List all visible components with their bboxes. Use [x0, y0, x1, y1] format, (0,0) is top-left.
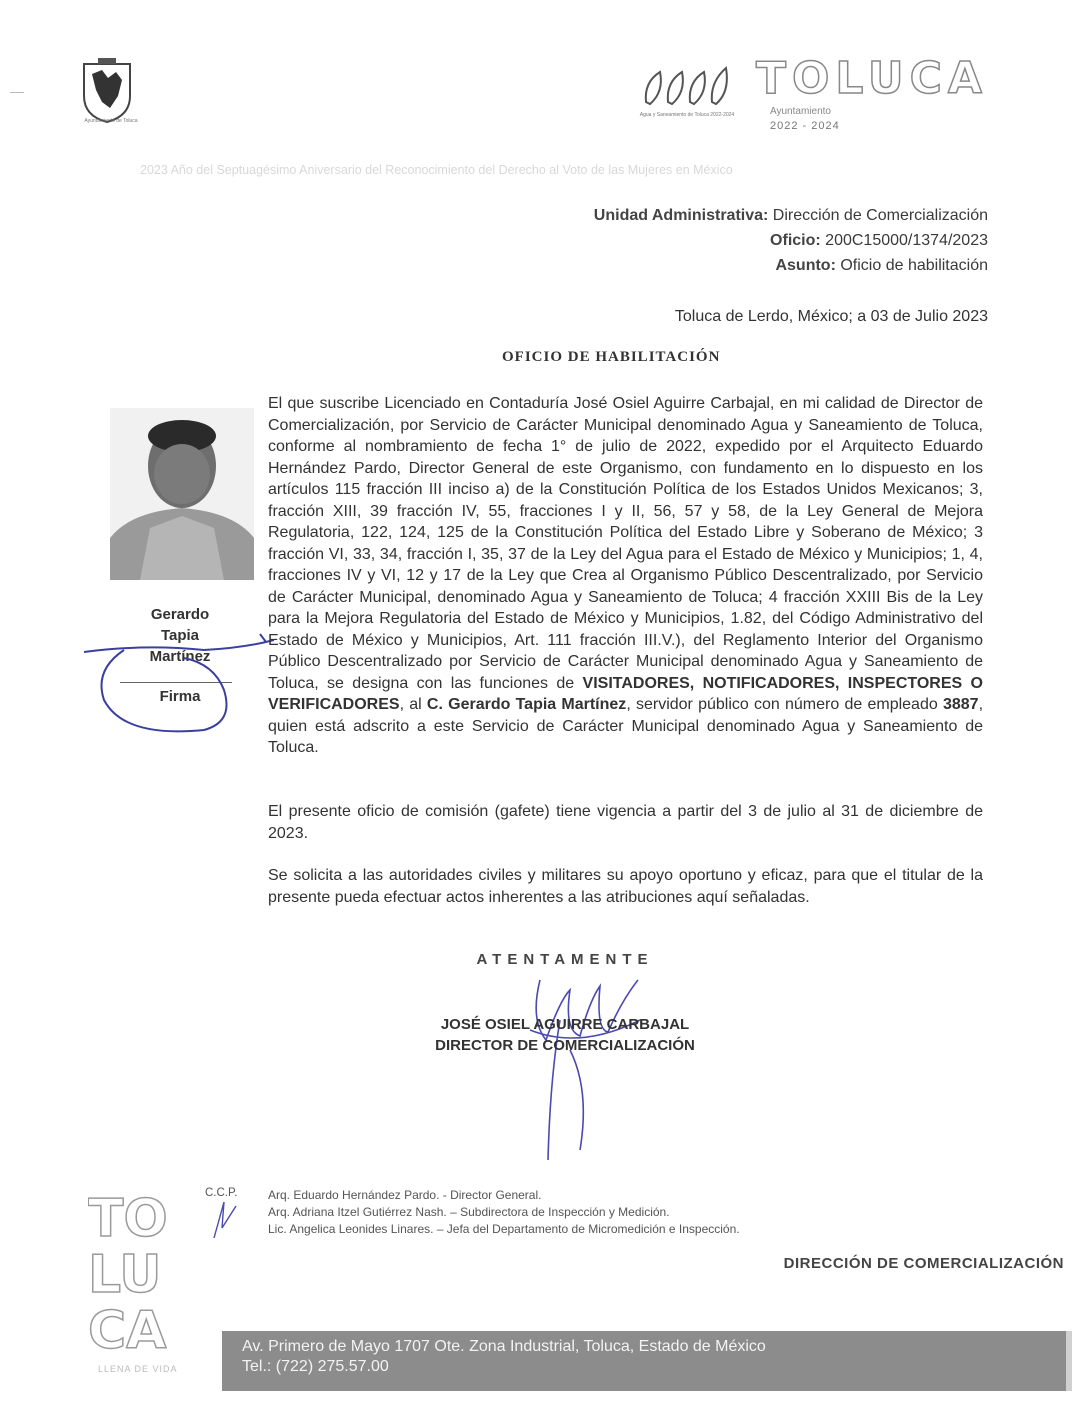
ccp-label: C.C.P.: [205, 1187, 238, 1199]
unidad-value: Dirección de Comercialización: [772, 207, 988, 224]
footer-phone: Tel.: (722) 275.57.00: [242, 1358, 389, 1375]
ayuntamiento-label: Ayuntamiento: [770, 106, 831, 117]
oficio-number: [770, 231, 988, 251]
document-date: Toluca de Lerdo, México; a 03 de Julio 2023: [674, 308, 988, 325]
svg-text:LU: LU: [88, 1245, 162, 1305]
official-motto: 2023 Año del Septuagésimo Aniversario del Reconocimiento del Derecho al Voto de las Mujeres en México: [140, 163, 733, 177]
ccp-item: Arq. Adriana Itzel Gutiérrez Nash. – Subdirectora de Inspección y Medición.: [268, 1205, 670, 1219]
scan-mark: [10, 92, 24, 93]
p1-connector: , al: [399, 696, 422, 713]
employee-photo: [110, 408, 254, 580]
p1-roles: VISITADORES, NOTIFICADORES, INSPECTORES O VERIFICADORES: [268, 674, 983, 713]
asunto: [775, 256, 988, 276]
signer-name: JOSÉ OSIEL AGUIRRE CARBAJAL: [440, 1016, 690, 1033]
oficio-label: Oficio:: [770, 232, 821, 249]
crest-caption: Ayuntamiento de Toluca: [84, 118, 138, 124]
binder-edge: [1066, 1331, 1072, 1391]
toluca-vertical-logo: [88, 1188, 198, 1363]
p1-connector-2: , servidor público con número de empleado: [626, 696, 938, 713]
asunto-label: Asunto:: [775, 257, 836, 274]
employee-middle-name: Tapia: [160, 627, 200, 644]
footer-address: Av. Primero de Mayo 1707 Ote. Zona Industrial, Toluca, Estado de México: [242, 1338, 766, 1355]
employee-first-name: Gerardo: [150, 606, 210, 623]
p1-intro: El que suscribe Licenciado en Contaduría José Osiel Aguirre Carbajal, en mi calidad de Director de Comercialización, por Servicio de Carácter Municipal denominado Agua y Saneamiento de Toluca, conforme al nombramiento de fecha 1° de julio de 2022, expedido por el Arquitecto Eduardo Hernández Pardo, Director General de este Organismo, con fundamento en lo dispuesto en los artículos 115 fracción III inciso a) de la Constitución Política de los Estados Unidos Mexicanos; 3, fracción XIII, 39 fracción IV, 55, fracciones I y II, 56, 57 y 58, de la Ley General de Mejora Regulatoria, 122, 124, 125 de la Constitución Política del Estado Libre y Soberano de México; 3 fracción VI, 33, 34, fracción I, 35, 37 de la Ley del Agua para el Estado de México y Municipios; 1, 4, fracciones IV y VI, 12 y 17 de la Ley que Crea al Organismo Público Descentralizado, por Servicio de Carácter Municipal, denominado Agua y Saneamiento de Toluca; 4 fracción XXIII Bis de la Ley para la Mejora Regulatoria del Estado de México y Municipios, 1.82, del Código Administrativo del Estado de México y Municipios, Art. 111 fracción III.V.), del Reglamento Interior del Organismo Público Descentralizado por Servicio de Carácter Municipal denominado Agua y Saneamiento de Toluca, se designa con las funciones de: [268, 395, 983, 692]
agua-caption: Agua y Saneamiento de Toluca 2022-2024: [639, 112, 735, 118]
p1-employee-number: 3887: [942, 696, 979, 713]
svg-text:TO: TO: [88, 1189, 168, 1249]
ccp-item: Lic. Angelica Leonides Linares. – Jefa del Departamento de Micromedición e Inspección.: [268, 1222, 740, 1236]
atentamente: ATENTAMENTE: [476, 951, 654, 968]
ayuntamiento-years: 2022 - 2024: [770, 120, 840, 132]
employee-last-name: Martínez: [149, 648, 211, 665]
unidad-label: Unidad Administrativa:: [593, 207, 769, 224]
footer-department: DIRECCIÓN DE COMERCIALIZACIÓN: [783, 1255, 1064, 1272]
asunto-value: Oficio de habilitación: [840, 257, 988, 274]
signer-title: DIRECTOR DE COMERCIALIZACIÓN: [435, 1037, 695, 1054]
unidad-administrativa: [594, 206, 988, 226]
body-paragraph-3: Se solicita a las autoridades civiles y militares su apoyo oportuno y eficaz, para que el titular de la presente pueda efectuar actos inherentes a las atribuciones aquí señaladas.: [268, 867, 983, 906]
agua-saneamiento-logo: [640, 62, 730, 112]
body-paragraph-1: [268, 393, 983, 759]
firma-label: Firma: [159, 688, 201, 705]
municipal-crest-logo: [78, 56, 136, 124]
oficio-value: 200C15000/1374/2023: [825, 232, 988, 249]
body-paragraph-2: El presente oficio de comisión (gafete) tiene vigencia a partir del 3 de julio al 31 de diciembre de 2023.: [268, 803, 983, 842]
p1-closing: , quien está adscrito a este Servicio de Carácter Municipal denominado Agua y Saneamiento de Toluca.: [268, 696, 984, 756]
director-signature: [500, 960, 660, 1170]
svg-text:CA: CA: [88, 1301, 167, 1361]
document-title: OFICIO DE HABILITACIÓN: [502, 349, 721, 365]
ccp-initials-mark: [210, 1198, 240, 1242]
toluca-slogan: LLENA DE VIDA: [98, 1364, 178, 1374]
p1-person: C. Gerardo Tapia Martínez: [426, 696, 627, 713]
ccp-item: Arq. Eduardo Hernández Pardo. - Director General.: [268, 1188, 542, 1202]
employee-signature: [84, 630, 284, 740]
toluca-wordmark: TOLUCA: [756, 53, 988, 104]
